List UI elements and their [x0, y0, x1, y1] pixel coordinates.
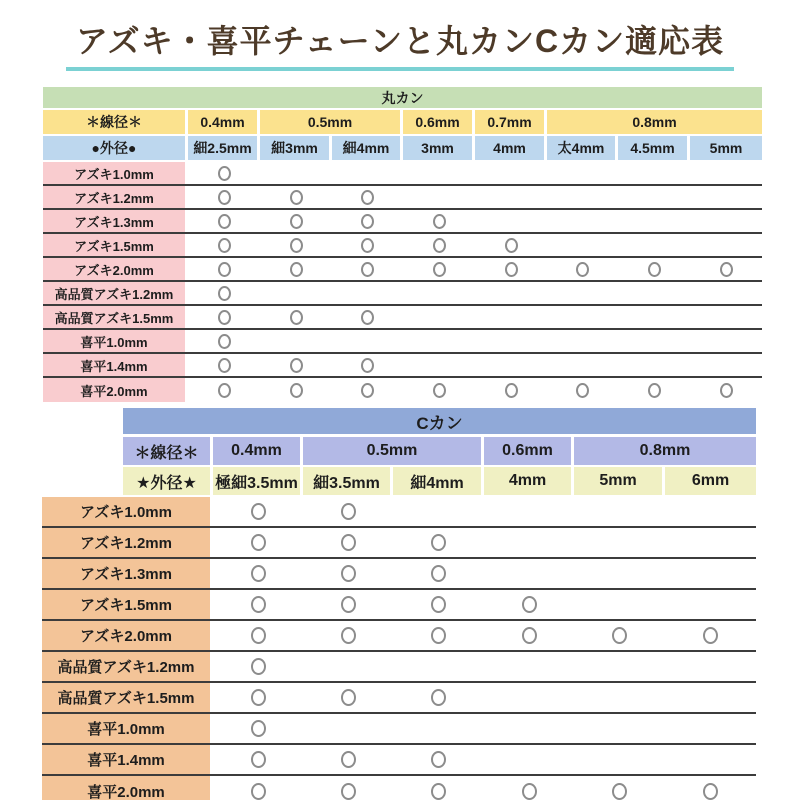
compat-circle-icon	[433, 214, 446, 229]
compat-circle-icon	[576, 383, 589, 398]
chain-row	[42, 745, 756, 776]
compat-circle-icon	[251, 534, 266, 551]
compat-cell	[574, 590, 665, 619]
compat-cell	[484, 621, 574, 650]
compat-cell	[475, 258, 547, 280]
compat-cell	[332, 162, 403, 184]
compat-circle-icon	[648, 262, 661, 277]
outer-diameter-label: ●外径●	[43, 136, 188, 160]
compat-cell	[574, 621, 665, 650]
compat-circle-icon	[251, 783, 266, 800]
chain-row	[43, 378, 762, 402]
outer-diameter-label: ★外径★	[123, 467, 213, 495]
chain-row	[43, 210, 762, 234]
wire-diameter-label: ＊線径＊	[123, 437, 213, 465]
compat-cell	[547, 186, 618, 208]
chain-row	[43, 234, 762, 258]
compat-cell	[260, 354, 332, 376]
compat-circle-icon	[720, 383, 733, 398]
compat-cell	[690, 354, 762, 376]
table-title: Cカン	[123, 408, 756, 434]
compat-cell	[332, 354, 403, 376]
compat-cell	[213, 590, 303, 619]
compat-cell	[260, 234, 332, 256]
compat-cell	[618, 210, 690, 232]
compat-circle-icon	[361, 262, 374, 277]
compat-circle-icon	[290, 358, 303, 373]
compat-cell	[484, 497, 574, 526]
outer-diameter-header: 極細3.5mm	[213, 467, 303, 495]
compat-circle-icon	[341, 596, 356, 613]
compat-cell	[213, 745, 303, 774]
outer-diameter-header: 5mm	[574, 467, 665, 495]
compat-cell	[403, 378, 475, 402]
chain-label: アズキ1.0mm	[43, 162, 188, 184]
compat-cell	[484, 590, 574, 619]
compat-circle-icon	[218, 262, 231, 277]
compat-circle-icon	[361, 238, 374, 253]
compat-cell	[574, 745, 665, 774]
compat-cell	[547, 282, 618, 304]
compat-circle-icon	[251, 658, 266, 675]
compat-cell	[484, 776, 574, 800]
compat-cell	[618, 162, 690, 184]
outer-diameter-header: 4mm	[475, 136, 547, 160]
compat-circle-icon	[576, 262, 589, 277]
compat-cell	[303, 590, 393, 619]
compat-circle-icon	[361, 383, 374, 398]
compat-cell	[618, 234, 690, 256]
compat-cell	[690, 330, 762, 352]
compat-cell	[690, 234, 762, 256]
compat-cell	[475, 282, 547, 304]
chain-label: 高品質アズキ1.5mm	[43, 306, 188, 328]
compat-circle-icon	[431, 596, 446, 613]
chain-label: アズキ1.2mm	[42, 528, 213, 557]
compat-circle-icon	[361, 190, 374, 205]
compat-circle-icon	[431, 565, 446, 582]
compat-circle-icon	[612, 627, 627, 644]
compat-circle-icon	[522, 596, 537, 613]
chain-label: アズキ2.0mm	[43, 258, 188, 280]
compat-circle-icon	[251, 751, 266, 768]
compat-cell	[260, 330, 332, 352]
compat-circle-icon	[361, 358, 374, 373]
compat-cell	[690, 378, 762, 402]
compat-circle-icon	[290, 310, 303, 325]
compat-cell	[303, 528, 393, 557]
compat-circle-icon	[251, 627, 266, 644]
compat-circle-icon	[361, 214, 374, 229]
compat-circle-icon	[251, 720, 266, 737]
compat-cell	[547, 162, 618, 184]
outer-diameter-row	[43, 136, 762, 160]
wire-diameter-header: 0.5mm	[303, 437, 484, 465]
compat-circle-icon	[648, 383, 661, 398]
outer-diameter-header: 3mm	[403, 136, 475, 160]
compat-cell	[332, 210, 403, 232]
chain-row	[42, 590, 756, 621]
compat-cell	[213, 776, 303, 800]
compat-cell	[665, 559, 756, 588]
compat-cell	[547, 210, 618, 232]
compat-circle-icon	[218, 190, 231, 205]
compat-cell	[393, 559, 484, 588]
compat-cell	[618, 186, 690, 208]
chain-label: 喜平1.0mm	[42, 714, 213, 743]
compat-cell	[475, 330, 547, 352]
compat-cell	[618, 282, 690, 304]
compat-cell	[547, 258, 618, 280]
compat-cell	[690, 282, 762, 304]
compat-cell	[618, 306, 690, 328]
compat-cell	[574, 683, 665, 712]
outer-diameter-header: 細2.5mm	[188, 136, 260, 160]
compat-cell	[393, 683, 484, 712]
compat-circle-icon	[433, 383, 446, 398]
compat-cell	[403, 234, 475, 256]
compat-cell	[574, 652, 665, 681]
wire-diameter-label: ＊線径＊	[43, 110, 188, 134]
wire-diameter-header: 0.8mm	[547, 110, 762, 134]
compat-cell	[403, 306, 475, 328]
compat-cell	[188, 330, 260, 352]
wire-diameter-header: 0.4mm	[213, 437, 303, 465]
compat-cell	[260, 306, 332, 328]
wire-diameter-header: 0.7mm	[475, 110, 547, 134]
compat-cell	[393, 497, 484, 526]
compat-circle-icon	[251, 689, 266, 706]
compat-cell	[260, 162, 332, 184]
compat-cell	[574, 776, 665, 800]
compat-circle-icon	[522, 627, 537, 644]
outer-diameter-header: 細4mm	[393, 467, 484, 495]
compat-cell	[188, 378, 260, 402]
compat-circle-icon	[431, 627, 446, 644]
compat-cell	[574, 528, 665, 557]
wire-diameter-header: 0.6mm	[484, 437, 574, 465]
compat-circle-icon	[431, 534, 446, 551]
compat-cell	[188, 234, 260, 256]
compat-cell	[188, 210, 260, 232]
wire-diameter-header: 0.5mm	[260, 110, 403, 134]
chain-label: アズキ1.3mm	[42, 559, 213, 588]
outer-diameter-header: 細4mm	[332, 136, 403, 160]
compat-circle-icon	[612, 783, 627, 800]
compat-cell	[690, 210, 762, 232]
table-title: 丸カン	[43, 87, 762, 108]
chain-row	[42, 528, 756, 559]
compat-cell	[260, 210, 332, 232]
chain-row	[43, 330, 762, 354]
compat-cell	[213, 621, 303, 650]
compat-cell	[618, 378, 690, 402]
compat-cell	[690, 258, 762, 280]
compat-cell	[260, 258, 332, 280]
chain-row	[43, 258, 762, 282]
wire-diameter-row	[43, 110, 762, 134]
chain-label: 高品質アズキ1.2mm	[43, 282, 188, 304]
outer-diameter-header: 4mm	[484, 467, 574, 495]
compat-cell	[547, 354, 618, 376]
compat-cell	[665, 652, 756, 681]
compat-circle-icon	[290, 214, 303, 229]
compat-cell	[665, 590, 756, 619]
chain-row	[42, 559, 756, 590]
compat-circle-icon	[341, 751, 356, 768]
compat-circle-icon	[218, 214, 231, 229]
wire-diameter-header: 0.4mm	[188, 110, 260, 134]
compat-circle-icon	[218, 383, 231, 398]
compat-circle-icon	[251, 596, 266, 613]
compat-cell	[332, 186, 403, 208]
wire-diameter-header: 0.8mm	[574, 437, 756, 465]
chain-label: アズキ1.2mm	[43, 186, 188, 208]
compat-circle-icon	[703, 627, 718, 644]
outer-diameter-header: 6mm	[665, 467, 756, 495]
compat-cell	[332, 330, 403, 352]
outer-diameter-header: 細3.5mm	[303, 467, 393, 495]
chain-row	[42, 497, 756, 528]
chain-label: 高品質アズキ1.2mm	[42, 652, 213, 681]
compat-cell	[393, 621, 484, 650]
chain-label: 喜平1.0mm	[43, 330, 188, 352]
compat-cell	[547, 234, 618, 256]
compat-cell	[484, 652, 574, 681]
compat-circle-icon	[341, 627, 356, 644]
compat-cell	[303, 652, 393, 681]
compat-cell	[618, 354, 690, 376]
chain-row	[43, 162, 762, 186]
compat-cell	[393, 590, 484, 619]
compat-circle-icon	[218, 310, 231, 325]
compat-cell	[574, 559, 665, 588]
chain-label: 喜平1.4mm	[42, 745, 213, 774]
compat-cell	[393, 528, 484, 557]
chain-label: アズキ1.5mm	[43, 234, 188, 256]
compat-cell	[188, 162, 260, 184]
outer-diameter-header: 細3mm	[260, 136, 332, 160]
chain-row	[42, 652, 756, 683]
compat-circle-icon	[218, 334, 231, 349]
chain-row	[43, 306, 762, 330]
compat-cell	[213, 559, 303, 588]
compat-circle-icon	[431, 783, 446, 800]
compat-cell	[475, 162, 547, 184]
compat-cell	[260, 378, 332, 402]
compat-cell	[665, 621, 756, 650]
compat-cell	[393, 776, 484, 800]
marukan-table	[43, 87, 762, 402]
compat-cell	[188, 354, 260, 376]
compat-cell	[213, 652, 303, 681]
compat-cell	[484, 714, 574, 743]
compat-circle-icon	[251, 503, 266, 520]
chain-label: 喜平2.0mm	[43, 378, 188, 402]
compat-circle-icon	[341, 503, 356, 520]
compat-cell	[484, 745, 574, 774]
compat-cell	[665, 714, 756, 743]
chain-label: アズキ1.0mm	[42, 497, 213, 526]
compat-cell	[547, 306, 618, 328]
compat-circle-icon	[218, 238, 231, 253]
compat-cell	[547, 378, 618, 402]
compat-cell	[303, 776, 393, 800]
page-header	[0, 16, 800, 71]
chain-label: アズキ1.3mm	[43, 210, 188, 232]
wire-diameter-header: 0.6mm	[403, 110, 475, 134]
compat-circle-icon	[290, 190, 303, 205]
compat-cell	[213, 528, 303, 557]
compat-cell	[475, 378, 547, 402]
compat-cell	[618, 258, 690, 280]
compat-cell	[303, 714, 393, 743]
compat-cell	[303, 621, 393, 650]
compat-circle-icon	[341, 689, 356, 706]
compat-cell	[403, 258, 475, 280]
compat-circle-icon	[290, 262, 303, 277]
compat-cell	[213, 683, 303, 712]
chain-row	[42, 683, 756, 714]
chain-label: アズキ1.5mm	[42, 590, 213, 619]
compat-circle-icon	[720, 262, 733, 277]
compat-cell	[332, 306, 403, 328]
ckan-table	[42, 408, 756, 800]
outer-diameter-row	[123, 467, 756, 495]
compat-circle-icon	[431, 689, 446, 706]
compat-cell	[403, 210, 475, 232]
outer-diameter-header: 4.5mm	[618, 136, 690, 160]
compat-cell	[547, 330, 618, 352]
chain-row	[43, 354, 762, 378]
compat-cell	[332, 378, 403, 402]
compat-cell	[484, 559, 574, 588]
compat-cell	[303, 559, 393, 588]
compat-circle-icon	[433, 238, 446, 253]
compat-cell	[475, 234, 547, 256]
chain-row	[43, 186, 762, 210]
compat-cell	[475, 210, 547, 232]
compat-cell	[213, 714, 303, 743]
compat-cell	[618, 330, 690, 352]
compat-cell	[188, 258, 260, 280]
compat-cell	[690, 186, 762, 208]
compat-cell	[188, 282, 260, 304]
outer-diameter-header: 5mm	[690, 136, 762, 160]
outer-diameter-header: 太4mm	[547, 136, 618, 160]
chain-row	[43, 282, 762, 306]
compat-circle-icon	[218, 286, 231, 301]
chain-row	[42, 776, 756, 800]
compat-circle-icon	[505, 238, 518, 253]
page-title: アズキ・喜平チェーンと丸カンCカン適応表	[66, 16, 734, 71]
compat-cell	[260, 282, 332, 304]
compat-cell	[403, 186, 475, 208]
compat-cell	[403, 330, 475, 352]
compat-cell	[690, 306, 762, 328]
compat-cell	[665, 776, 756, 800]
compat-cell	[574, 714, 665, 743]
compat-cell	[665, 745, 756, 774]
compat-cell	[303, 497, 393, 526]
wire-diameter-row	[123, 437, 756, 465]
chain-label: 高品質アズキ1.5mm	[42, 683, 213, 712]
compat-cell	[303, 745, 393, 774]
compat-cell	[484, 683, 574, 712]
compat-circle-icon	[361, 310, 374, 325]
compat-cell	[260, 186, 332, 208]
compat-cell	[403, 354, 475, 376]
chain-row	[42, 714, 756, 745]
compat-circle-icon	[341, 783, 356, 800]
compat-circle-icon	[703, 783, 718, 800]
compat-cell	[690, 162, 762, 184]
chain-label: 喜平2.0mm	[42, 776, 213, 800]
compat-cell	[393, 652, 484, 681]
compat-circle-icon	[218, 358, 231, 373]
compat-cell	[303, 683, 393, 712]
compat-circle-icon	[431, 751, 446, 768]
compat-cell	[403, 282, 475, 304]
chain-row	[42, 621, 756, 652]
compat-circle-icon	[290, 238, 303, 253]
compat-circle-icon	[341, 534, 356, 551]
chain-label: 喜平1.4mm	[43, 354, 188, 376]
compat-cell	[484, 528, 574, 557]
compat-cell	[188, 186, 260, 208]
compat-circle-icon	[505, 383, 518, 398]
compat-circle-icon	[433, 262, 446, 277]
compat-cell	[332, 282, 403, 304]
compat-cell	[393, 714, 484, 743]
compat-cell	[574, 497, 665, 526]
compat-circle-icon	[218, 166, 231, 181]
compat-cell	[665, 528, 756, 557]
compat-cell	[665, 497, 756, 526]
compat-circle-icon	[290, 383, 303, 398]
compat-cell	[332, 234, 403, 256]
compat-cell	[393, 745, 484, 774]
compat-cell	[475, 306, 547, 328]
compat-circle-icon	[251, 565, 266, 582]
compat-cell	[332, 258, 403, 280]
compat-circle-icon	[341, 565, 356, 582]
compat-cell	[665, 683, 756, 712]
compat-circle-icon	[522, 783, 537, 800]
compat-cell	[475, 186, 547, 208]
compat-cell	[403, 162, 475, 184]
compat-cell	[475, 354, 547, 376]
compat-circle-icon	[505, 262, 518, 277]
compat-cell	[213, 497, 303, 526]
chain-label: アズキ2.0mm	[42, 621, 213, 650]
compat-cell	[188, 306, 260, 328]
